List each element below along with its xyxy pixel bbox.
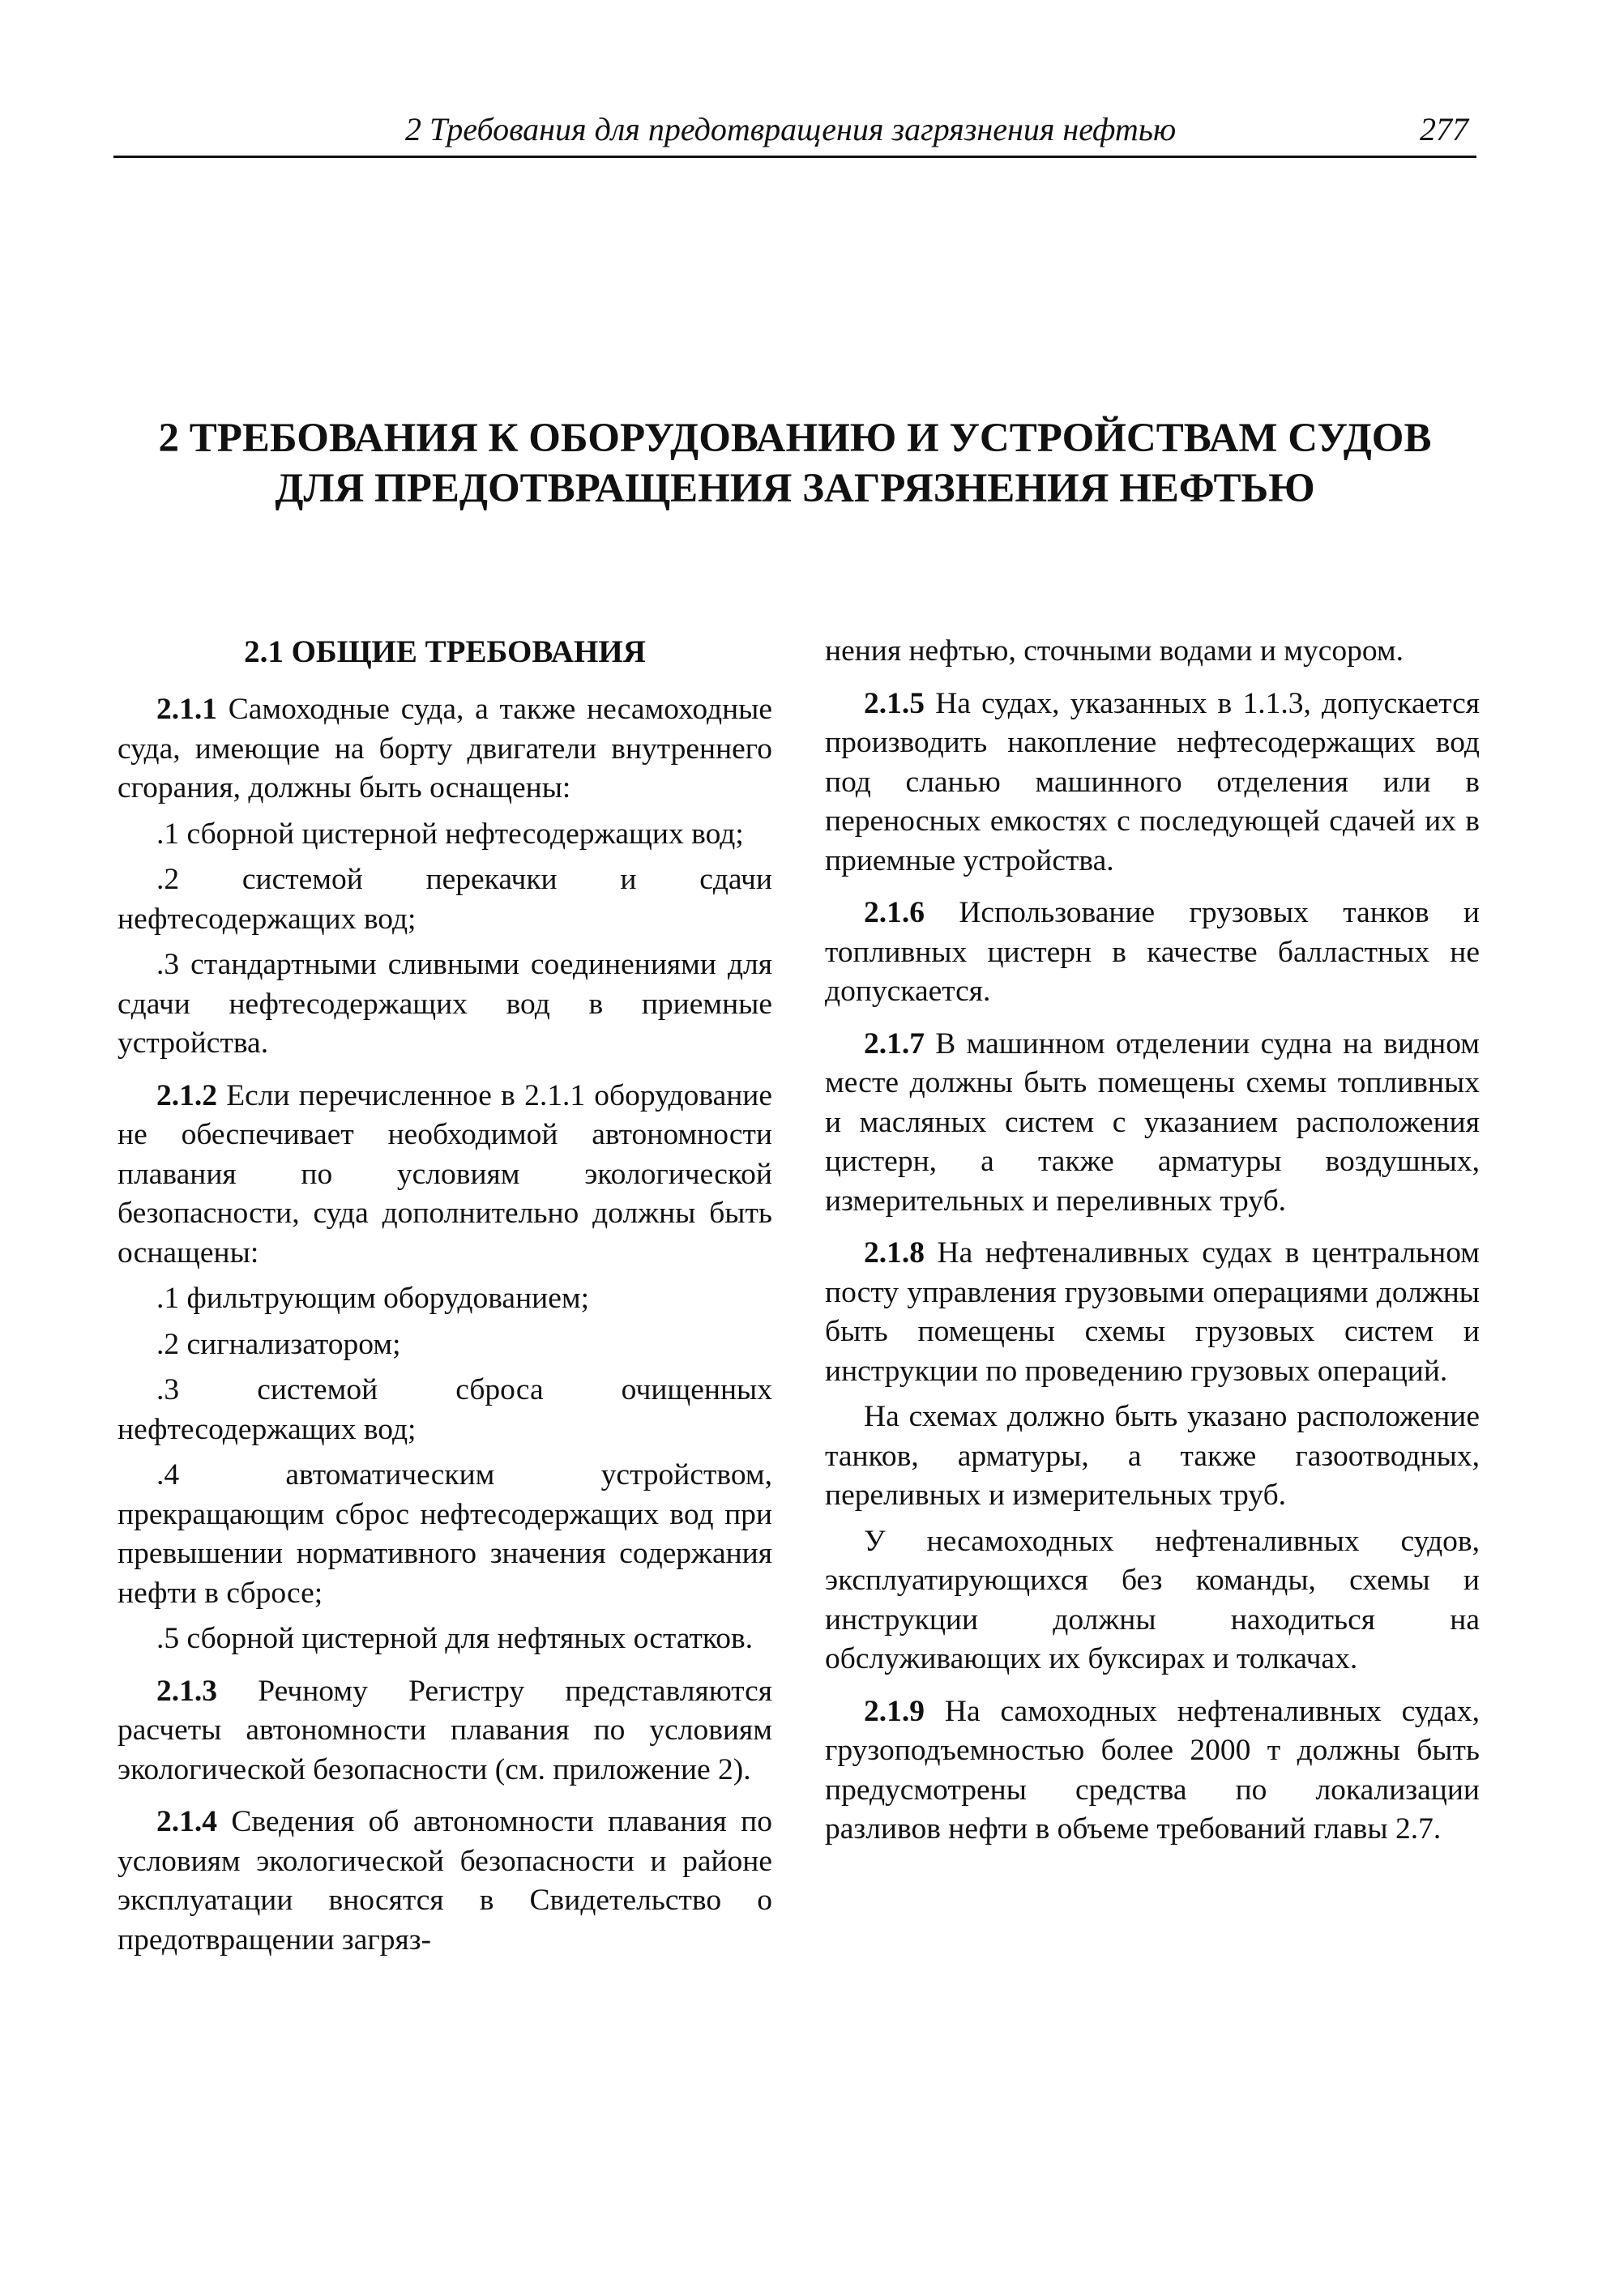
list-item: .2 сигнализатором;	[156, 1327, 401, 1361]
list-item: .2 системой перекачки и сдачи нефтесодержащих вод;	[118, 863, 772, 936]
paragraph-text: Сведения об автономности плавания по условиям экологической безопасности и районе эксплуатации вносятся в Свидетельство о предотвращении загряз-	[118, 1805, 772, 1957]
left-column	[118, 632, 772, 1973]
paragraph-2-1-5	[825, 685, 1480, 881]
paragraph-text: Речному Регистру представляются расчеты автономности плавания по условиям экологической безопасности (см. приложение 2).	[118, 1674, 772, 1786]
paragraph-2-1-1	[118, 690, 772, 809]
list-item: .3 стандартными сливными соединениями для сдачи нефтесодержащих вод в приемные устройства.	[118, 948, 772, 1060]
paragraph-text: На самоходных нефтеналивных судах, грузоподъемностью более 2000 т должны быть предусмотрены средства по локализации разливов нефти в объеме требований главы 2.7.	[825, 1694, 1480, 1846]
clause-number: 2.1.7	[864, 1026, 925, 1061]
paragraph-2-1-8-schemes: На схемах должно быть указано расположение танков, арматуры, а также газоотводных, переливных и измерительных труб.	[825, 1400, 1480, 1512]
paragraph-2-1-3	[118, 1672, 772, 1790]
clause-number: 2.1.6	[864, 896, 925, 929]
chapter-title-line-1: 2 ТРЕБОВАНИЯ К ОБОРУДОВАНИЮ И УСТРОЙСТВАМ СУДОВ	[158, 416, 1432, 461]
paragraph-text: Использование грузовых танков и топливных цистерн в качестве балластных не допускается.	[825, 896, 1480, 1008]
list-item: .4 автоматическим устройством, прекращающим сброс нефтесодержащих вод при превышении нормативного значения содержания нефти в сбросе;	[118, 1458, 772, 1610]
paragraph-2-1-9	[825, 1692, 1480, 1850]
paragraph-text: В машинном отделении судна на видном месте должны быть помещены схемы топливных и масляных систем с указанием расположения цистерн, а также арматуры воздушных, измерительных и переливных труб.	[825, 1026, 1480, 1218]
paragraph-text: На нефтеналивных судах в центральном посту управления грузовыми операциями должны быть помещены схемы грузовых систем и инструкции по проведению грузовых операций.	[825, 1236, 1480, 1388]
page-number: 277	[1420, 111, 1468, 147]
list-item: .1 сборной цистерной нефтесодержащих вод;	[156, 817, 744, 851]
paragraph-text: Самоходные суда, а также несамоходные суда, имеющие на борту двигатели внутреннего сгорания, должны быть оснащены:	[118, 693, 772, 804]
clause-number: 2.1.5	[864, 686, 925, 720]
clause-number: 2.1.9	[864, 1694, 925, 1728]
section-heading: 2.1 ОБЩИЕ ТРЕБОВАНИЯ	[244, 634, 646, 669]
paragraph-2-1-8	[825, 1234, 1480, 1391]
right-column	[825, 632, 1480, 1863]
list-item: .3 системой сброса очищенных нефтесодержащих вод;	[118, 1373, 772, 1446]
clause-number: 2.1.8	[864, 1236, 925, 1270]
paragraph-text: Если перечисленное в 2.1.1 оборудование не обеспечивает необходимой автономности плавания по условиям экологической безопасности, суда дополнительно должны быть оснащены:	[118, 1078, 772, 1270]
header-title: 2 Требования для предотвращения загрязнения нефтью	[405, 111, 1177, 147]
paragraph-2-1-8-non-self-propelled: У несамоходных нефтеналивных судов, эксплуатирующихся без команды, схемы и инструкции должны находиться на обслуживающих их буксирах и толкачах.	[825, 1524, 1480, 1675]
clause-number: 2.1.1	[156, 693, 217, 726]
chapter-title-line-2: ДЛЯ ПРЕДОТВРАЩЕНИЯ ЗАГРЯЗНЕНИЯ НЕФТЬЮ	[275, 466, 1315, 511]
paragraph-2-1-2	[118, 1077, 772, 1274]
list-item: .5 сборной цистерной для нефтяных остатков.	[156, 1622, 754, 1655]
paragraph-2-1-6	[825, 894, 1480, 1012]
paragraph-2-1-7	[825, 1025, 1480, 1222]
clause-number: 2.1.2	[156, 1078, 217, 1112]
chapter-title	[113, 413, 1476, 514]
paragraph-2-1-4-continued: нения нефтью, сточными водами и мусором.	[825, 634, 1404, 668]
clause-number: 2.1.3	[156, 1674, 217, 1708]
running-header	[113, 107, 1476, 158]
clause-number: 2.1.4	[156, 1805, 217, 1838]
paragraph-2-1-4	[118, 1803, 772, 1960]
paragraph-text: На судах, указанных в 1.1.3, допускается производить накопление нефтесодержащих вод под сланью машинного отделения или в переносных емкостях с последующей сдачей их в приемные устройства.	[825, 686, 1480, 877]
list-item: .1 фильтрующим оборудованием;	[156, 1282, 590, 1315]
